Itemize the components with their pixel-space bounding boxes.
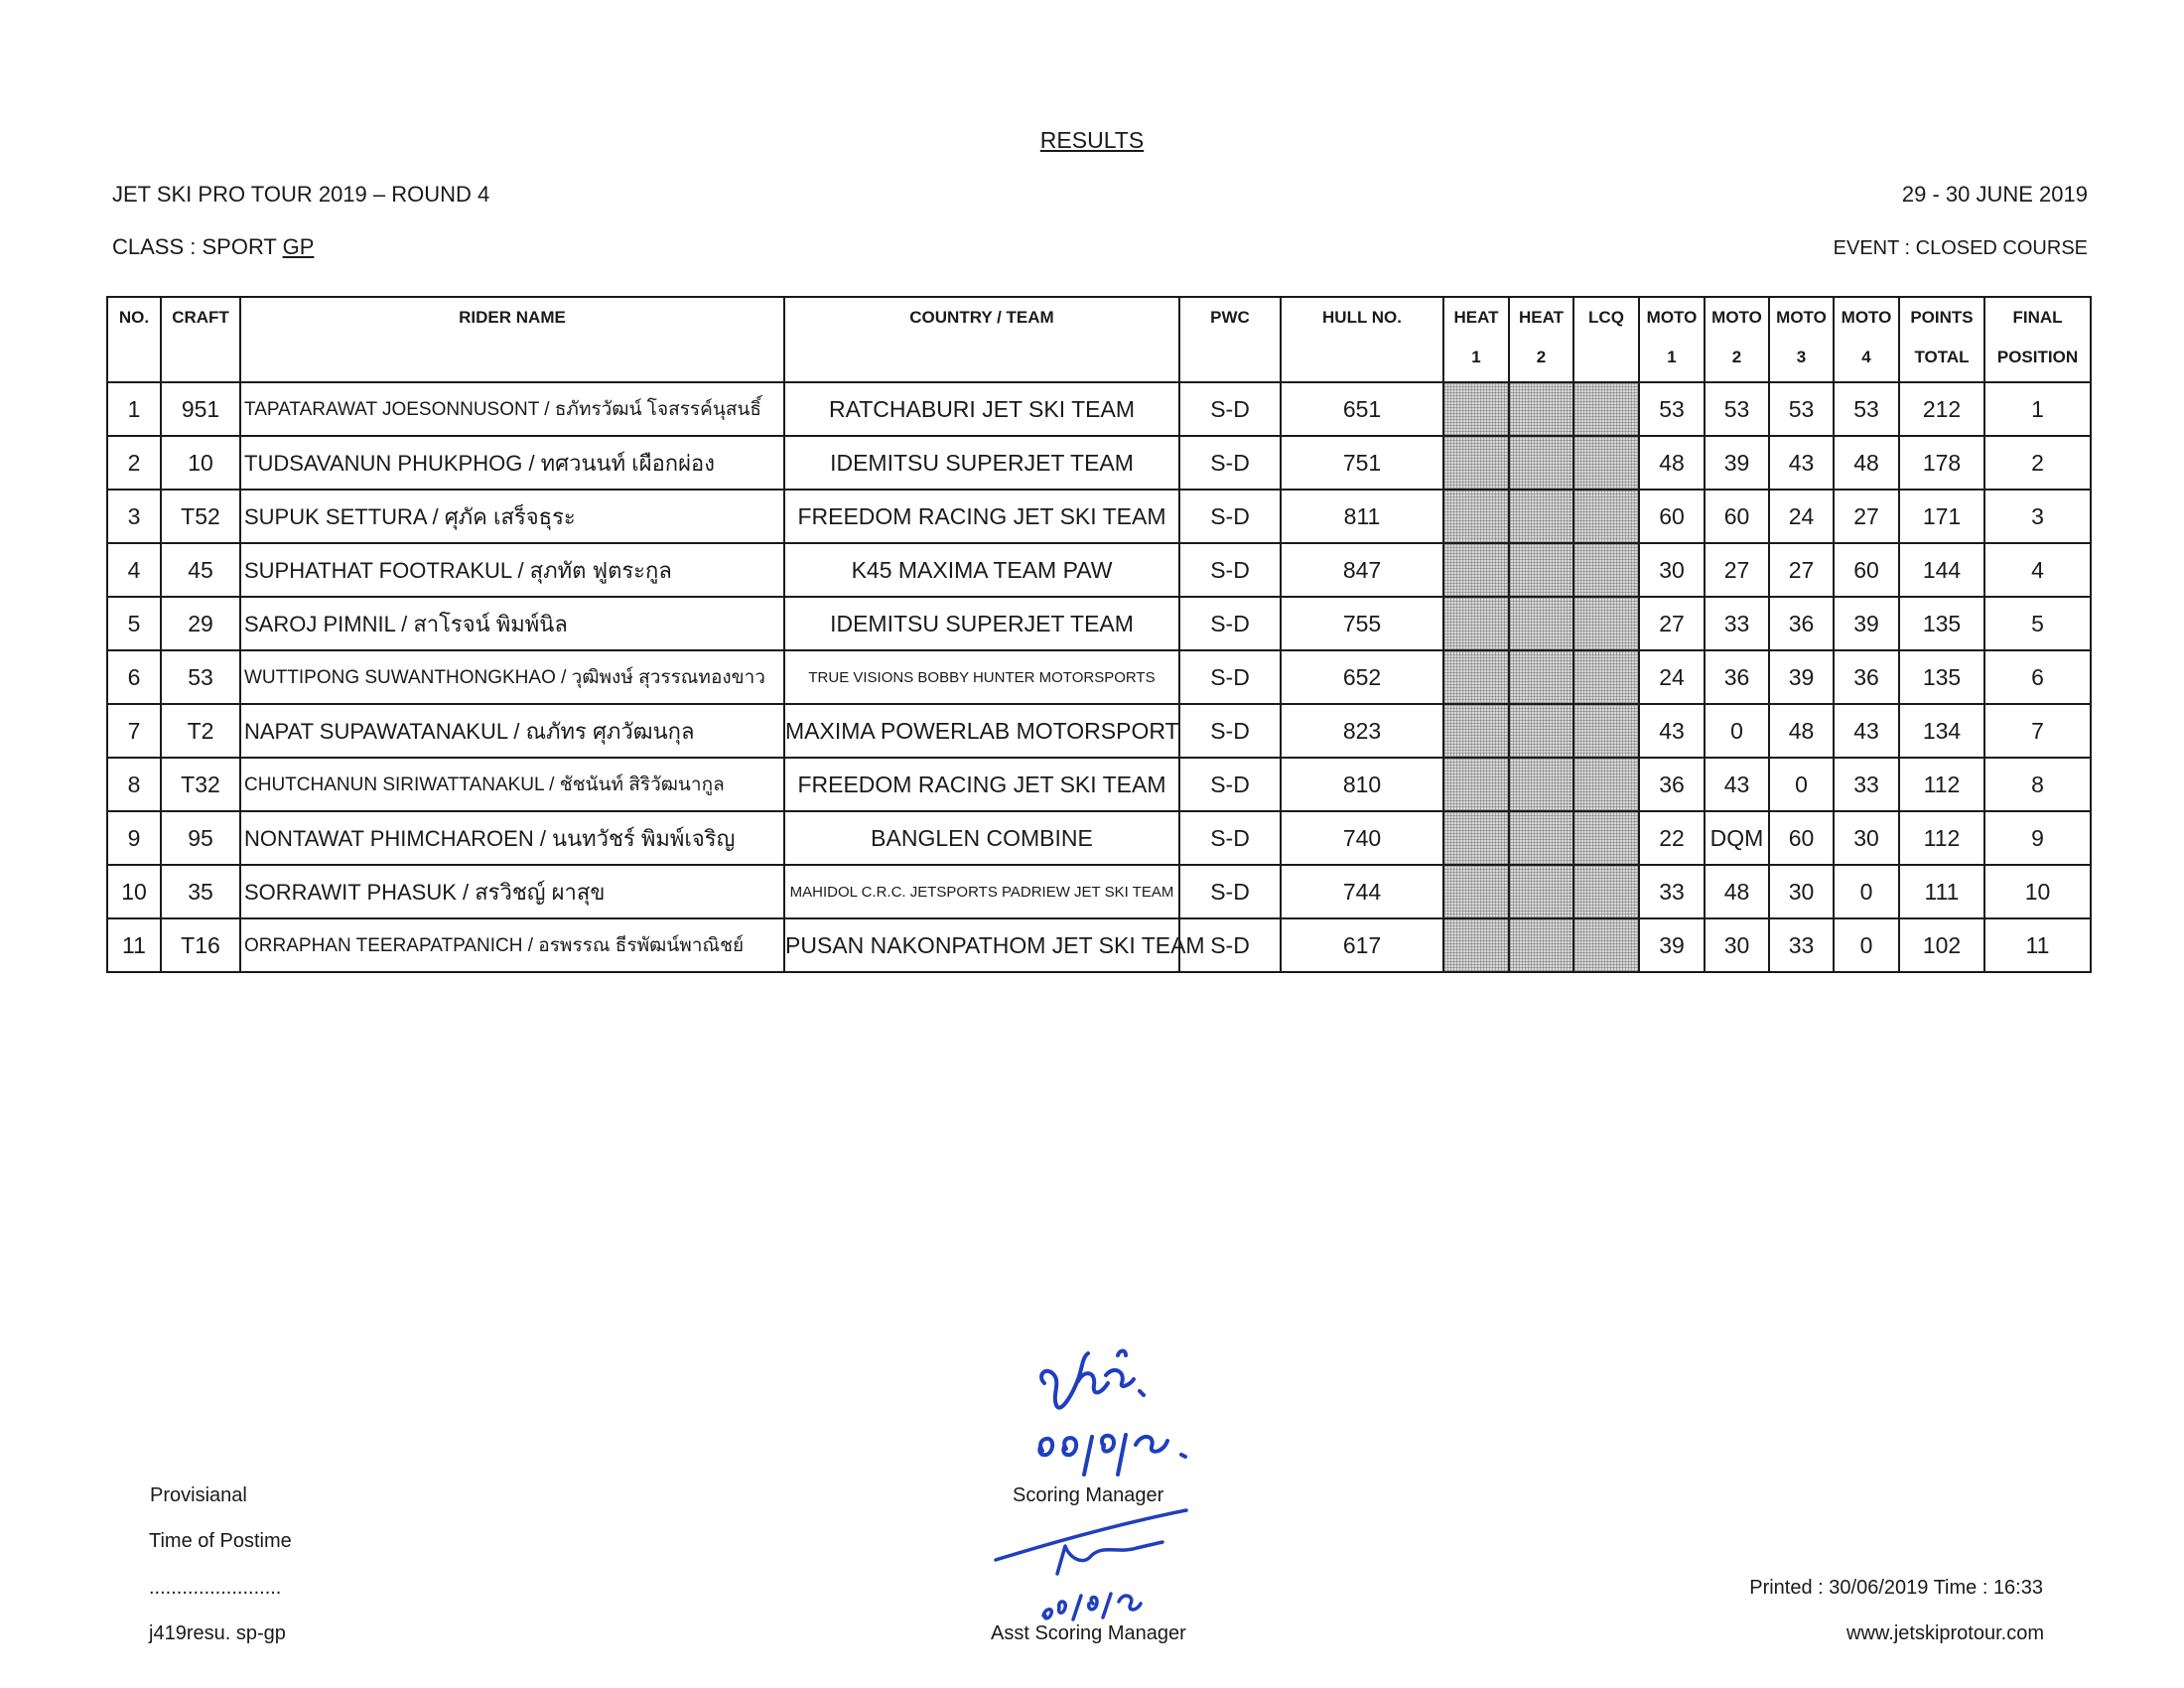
class-name: GP — [282, 234, 315, 259]
cell-moto-2: 43 — [1705, 758, 1769, 811]
cell-craft: 35 — [161, 865, 240, 918]
cell-country-team: MAXIMA POWERLAB MOTORSPORT — [784, 704, 1179, 758]
cell-moto-3: 0 — [1769, 758, 1834, 811]
cell-hull-no: 651 — [1281, 382, 1443, 436]
cell-country-team: RATCHABURI JET SKI TEAM — [784, 382, 1179, 436]
cell-points-total: 178 — [1899, 436, 1984, 490]
cell-lcq — [1573, 865, 1639, 918]
cell-heat-1 — [1443, 490, 1509, 543]
cell-moto-4: 27 — [1834, 490, 1899, 543]
cell-moto-2: DQM — [1705, 811, 1769, 865]
column-header-line-2: 4 — [1861, 348, 1871, 366]
cell-no: 11 — [107, 918, 161, 972]
column-header-line-1: CRAFT — [172, 308, 229, 327]
cell-moto-3: 27 — [1769, 543, 1834, 597]
cell-hull-no: 740 — [1281, 811, 1443, 865]
cell-moto-3: 30 — [1769, 865, 1834, 918]
column-header-final-position — [1984, 297, 2091, 382]
cell-moto-4: 39 — [1834, 597, 1899, 650]
cell-moto-2: 60 — [1705, 490, 1769, 543]
column-header-moto-2 — [1705, 297, 1769, 382]
cell-moto-4: 33 — [1834, 758, 1899, 811]
table-row — [107, 490, 2091, 543]
cell-craft: T2 — [161, 704, 240, 758]
cell-lcq — [1573, 650, 1639, 704]
column-header-heat-1 — [1443, 297, 1509, 382]
cell-heat-1 — [1443, 597, 1509, 650]
column-header-line-2: 3 — [1796, 348, 1807, 366]
column-header-lcq — [1573, 297, 1639, 382]
cell-final-position: 7 — [1984, 704, 2091, 758]
page-title: RESULTS — [1039, 127, 1145, 153]
column-header-line-1: POINTS — [1910, 308, 1974, 327]
column-header-line-1: MOTO — [1841, 308, 1892, 327]
cell-moto-4: 30 — [1834, 811, 1899, 865]
cell-rider-name: NAPAT SUPAWATANAKUL / ณภัทร ศุภวัฒนกุล — [240, 704, 784, 758]
cell-moto-4: 0 — [1834, 865, 1899, 918]
cell-lcq — [1573, 811, 1639, 865]
cell-moto-1: 53 — [1639, 382, 1705, 436]
cell-hull-no: 617 — [1281, 918, 1443, 972]
class-prefix: CLASS : SPORT — [112, 234, 283, 259]
scoring-manager-label: Scoring Manager — [1013, 1484, 1164, 1506]
cell-heat-1 — [1443, 918, 1509, 972]
website-url: www.jetskiprotour.com — [1846, 1622, 2044, 1644]
cell-moto-2: 33 — [1705, 597, 1769, 650]
postime-dots: ........................ — [149, 1577, 282, 1599]
cell-no: 5 — [107, 597, 161, 650]
cell-heat-2 — [1509, 918, 1573, 972]
cell-lcq — [1573, 704, 1639, 758]
cell-heat-2 — [1509, 704, 1573, 758]
cell-hull-no: 744 — [1281, 865, 1443, 918]
table-row — [107, 758, 2091, 811]
cell-rider-name: SAROJ PIMNIL / สาโรจน์ พิมพ์นิล — [240, 597, 784, 650]
cell-moto-2: 0 — [1705, 704, 1769, 758]
cell-pwc: S-D — [1179, 436, 1281, 490]
column-header-line-2: 1 — [1667, 348, 1677, 366]
column-header-craft — [161, 297, 240, 382]
cell-craft: T16 — [161, 918, 240, 972]
cell-pwc: S-D — [1179, 650, 1281, 704]
cell-craft: T32 — [161, 758, 240, 811]
cell-final-position: 4 — [1984, 543, 2091, 597]
cell-moto-4: 48 — [1834, 436, 1899, 490]
cell-hull-no: 652 — [1281, 650, 1443, 704]
cell-moto-1: 39 — [1639, 918, 1705, 972]
cell-heat-2 — [1509, 650, 1573, 704]
cell-country-team: IDEMITSU SUPERJET TEAM — [784, 597, 1179, 650]
cell-lcq — [1573, 382, 1639, 436]
column-header-line-1: MOTO — [1776, 308, 1827, 327]
table-row — [107, 597, 2091, 650]
event-name: JET SKI PRO TOUR 2019 – ROUND 4 — [112, 182, 490, 207]
cell-rider-name: TUDSAVANUN PHUKPHOG / ทศวนนท์ เผือกผ่อง — [240, 436, 784, 490]
column-header-line-1: FINAL — [2012, 308, 2063, 327]
cell-no: 6 — [107, 650, 161, 704]
cell-moto-3: 39 — [1769, 650, 1834, 704]
column-header-moto-4 — [1834, 297, 1899, 382]
table-row — [107, 436, 2091, 490]
cell-no: 2 — [107, 436, 161, 490]
cell-heat-1 — [1443, 704, 1509, 758]
asst-scoring-manager-signature — [988, 1504, 1216, 1628]
column-header-pwc — [1179, 297, 1281, 382]
cell-craft: 10 — [161, 436, 240, 490]
cell-lcq — [1573, 490, 1639, 543]
time-of-postime-label: Time of Postime — [149, 1530, 292, 1552]
cell-heat-2 — [1509, 597, 1573, 650]
cell-hull-no: 811 — [1281, 490, 1443, 543]
cell-moto-1: 48 — [1639, 436, 1705, 490]
printed-timestamp: Printed : 30/06/2019 Time : 16:33 — [1749, 1577, 2043, 1599]
cell-points-total: 112 — [1899, 758, 1984, 811]
cell-final-position: 5 — [1984, 597, 2091, 650]
column-header-line-2: TOTAL — [1914, 348, 1970, 366]
column-header-rider-name — [240, 297, 784, 382]
cell-points-total: 112 — [1899, 811, 1984, 865]
cell-heat-2 — [1509, 436, 1573, 490]
cell-moto-3: 48 — [1769, 704, 1834, 758]
cell-no: 9 — [107, 811, 161, 865]
table-row — [107, 650, 2091, 704]
scoring-manager-signature — [1023, 1336, 1221, 1535]
cell-final-position: 8 — [1984, 758, 2091, 811]
cell-points-total: 212 — [1899, 382, 1984, 436]
cell-country-team: PUSAN NAKONPATHOM JET SKI TEAM — [784, 918, 1179, 972]
cell-lcq — [1573, 758, 1639, 811]
cell-no: 4 — [107, 543, 161, 597]
cell-country-team: MAHIDOL C.R.C. JETSPORTS PADRIEW JET SKI TEAM — [784, 865, 1179, 918]
cell-moto-3: 33 — [1769, 918, 1834, 972]
cell-craft: 95 — [161, 811, 240, 865]
cell-pwc: S-D — [1179, 382, 1281, 436]
cell-points-total: 134 — [1899, 704, 1984, 758]
cell-rider-name: SUPUK SETTURA / ศุภัค เสร็จธุระ — [240, 490, 784, 543]
column-header-line-2: POSITION — [1996, 348, 2079, 366]
cell-pwc: S-D — [1179, 543, 1281, 597]
column-header-line-1: COUNTRY / TEAM — [909, 308, 1054, 327]
table-row — [107, 382, 2091, 436]
cell-final-position: 11 — [1984, 918, 2091, 972]
cell-final-position: 10 — [1984, 865, 2091, 918]
column-header-line-1: MOTO — [1711, 308, 1762, 327]
cell-country-team: K45 MAXIMA TEAM PAW — [784, 543, 1179, 597]
cell-moto-2: 53 — [1705, 382, 1769, 436]
cell-no: 3 — [107, 490, 161, 543]
cell-points-total: 171 — [1899, 490, 1984, 543]
column-header-line-1: RIDER NAME — [459, 308, 566, 327]
cell-moto-3: 43 — [1769, 436, 1834, 490]
cell-final-position: 9 — [1984, 811, 2091, 865]
cell-rider-name: SUPHATHAT FOOTRAKUL / สุภทัต ฟูตระกูล — [240, 543, 784, 597]
cell-rider-name: NONTAWAT PHIMCHAROEN / นนทวัชร์ พิมพ์เจริญ — [240, 811, 784, 865]
cell-pwc: S-D — [1179, 758, 1281, 811]
asst-scoring-manager-label: Asst Scoring Manager — [991, 1622, 1186, 1644]
cell-heat-1 — [1443, 865, 1509, 918]
cell-moto-4: 43 — [1834, 704, 1899, 758]
cell-heat-1 — [1443, 436, 1509, 490]
cell-points-total: 144 — [1899, 543, 1984, 597]
cell-craft: 29 — [161, 597, 240, 650]
cell-final-position: 3 — [1984, 490, 2091, 543]
table-row — [107, 865, 2091, 918]
cell-heat-2 — [1509, 382, 1573, 436]
cell-points-total: 111 — [1899, 865, 1984, 918]
table-row — [107, 811, 2091, 865]
cell-hull-no: 755 — [1281, 597, 1443, 650]
cell-no: 10 — [107, 865, 161, 918]
cell-craft: 951 — [161, 382, 240, 436]
cell-pwc: S-D — [1179, 490, 1281, 543]
table-row — [107, 543, 2091, 597]
cell-moto-1: 27 — [1639, 597, 1705, 650]
cell-rider-name: TAPATARAWAT JOESONNUSONT / ธภัทรวัฒน์ โจสรรค์นุสนธิ์ — [240, 382, 784, 436]
cell-pwc: S-D — [1179, 865, 1281, 918]
column-header-line-1: HEAT — [1453, 308, 1499, 327]
cell-moto-3: 60 — [1769, 811, 1834, 865]
column-header-hull-no — [1281, 297, 1443, 382]
cell-no: 7 — [107, 704, 161, 758]
column-header-line-1: NO. — [118, 308, 150, 327]
cell-country-team: BANGLEN COMBINE — [784, 811, 1179, 865]
cell-moto-1: 36 — [1639, 758, 1705, 811]
cell-moto-3: 24 — [1769, 490, 1834, 543]
cell-heat-2 — [1509, 865, 1573, 918]
cell-moto-2: 30 — [1705, 918, 1769, 972]
cell-moto-1: 30 — [1639, 543, 1705, 597]
cell-moto-4: 0 — [1834, 918, 1899, 972]
cell-heat-2 — [1509, 543, 1573, 597]
cell-country-team: TRUE VISIONS BOBBY HUNTER MOTORSPORTS — [784, 650, 1179, 704]
provisional-label: Provisianal — [150, 1484, 247, 1506]
column-header-heat-2 — [1509, 297, 1573, 382]
cell-no: 8 — [107, 758, 161, 811]
cell-lcq — [1573, 543, 1639, 597]
cell-heat-1 — [1443, 382, 1509, 436]
cell-lcq — [1573, 918, 1639, 972]
column-header-line-1: MOTO — [1646, 308, 1698, 327]
cell-final-position: 6 — [1984, 650, 2091, 704]
cell-country-team: IDEMITSU SUPERJET TEAM — [784, 436, 1179, 490]
cell-rider-name: ORRAPHAN TEERAPATPANICH / อรพรรณ ธีรพัฒน์พาณิชย์ — [240, 918, 784, 972]
cell-lcq — [1573, 597, 1639, 650]
cell-pwc: S-D — [1179, 597, 1281, 650]
cell-pwc: S-D — [1179, 704, 1281, 758]
cell-rider-name: SORRAWIT PHASUK / สรวิชญ์ ผาสุข — [240, 865, 784, 918]
cell-rider-name: WUTTIPONG SUWANTHONGKHAO / วุฒิพงษ์ สุวรรณทองขาว — [240, 650, 784, 704]
results-table — [106, 296, 2092, 973]
cell-pwc: S-D — [1179, 811, 1281, 865]
column-header-moto-1 — [1639, 297, 1705, 382]
signature-1-date: 30/6/62. — [1036, 1534, 1040, 1535]
cell-hull-no: 847 — [1281, 543, 1443, 597]
column-header-line-1: HEAT — [1518, 308, 1564, 327]
column-header-no — [107, 297, 161, 382]
class-label — [112, 234, 314, 260]
cell-moto-3: 53 — [1769, 382, 1834, 436]
column-header-line-2: 1 — [1471, 348, 1481, 366]
column-header-line-1: PWC — [1210, 308, 1250, 327]
cell-points-total: 102 — [1899, 918, 1984, 972]
cell-heat-1 — [1443, 543, 1509, 597]
table-row — [107, 918, 2091, 972]
event-type: EVENT : CLOSED COURSE — [1833, 237, 2088, 259]
cell-no: 1 — [107, 382, 161, 436]
column-header-line-1: HULL NO. — [1322, 308, 1402, 327]
cell-final-position: 1 — [1984, 382, 2091, 436]
cell-points-total: 135 — [1899, 597, 1984, 650]
cell-heat-1 — [1443, 758, 1509, 811]
column-header-line-2: 2 — [1731, 348, 1742, 366]
cell-moto-3: 36 — [1769, 597, 1834, 650]
cell-heat-2 — [1509, 758, 1573, 811]
cell-craft: T52 — [161, 490, 240, 543]
cell-moto-1: 60 — [1639, 490, 1705, 543]
cell-hull-no: 751 — [1281, 436, 1443, 490]
column-header-country-team — [784, 297, 1179, 382]
cell-moto-1: 24 — [1639, 650, 1705, 704]
cell-heat-2 — [1509, 490, 1573, 543]
cell-moto-1: 43 — [1639, 704, 1705, 758]
cell-heat-1 — [1443, 811, 1509, 865]
column-header-line-1: LCQ — [1588, 308, 1624, 327]
cell-moto-4: 36 — [1834, 650, 1899, 704]
cell-points-total: 135 — [1899, 650, 1984, 704]
table-row — [107, 704, 2091, 758]
cell-pwc: S-D — [1179, 918, 1281, 972]
table-header-row — [107, 297, 2091, 382]
cell-moto-2: 39 — [1705, 436, 1769, 490]
cell-moto-1: 33 — [1639, 865, 1705, 918]
cell-craft: 45 — [161, 543, 240, 597]
cell-moto-2: 36 — [1705, 650, 1769, 704]
cell-final-position: 2 — [1984, 436, 2091, 490]
cell-country-team: FREEDOM RACING JET SKI TEAM — [784, 490, 1179, 543]
cell-moto-2: 48 — [1705, 865, 1769, 918]
cell-hull-no: 823 — [1281, 704, 1443, 758]
cell-rider-name: CHUTCHANUN SIRIWATTANAKUL / ชัชนันท์ สิริวัฒนากูล — [240, 758, 784, 811]
cell-moto-4: 60 — [1834, 543, 1899, 597]
cell-heat-1 — [1443, 650, 1509, 704]
table-body — [107, 382, 2091, 972]
event-dates: 29 - 30 JUNE 2019 — [1901, 182, 2088, 207]
column-header-points-total — [1899, 297, 1984, 382]
cell-craft: 53 — [161, 650, 240, 704]
column-header-line-2: 2 — [1536, 348, 1547, 366]
file-reference: j419resu. sp-gp — [149, 1622, 286, 1644]
cell-hull-no: 810 — [1281, 758, 1443, 811]
cell-moto-1: 22 — [1639, 811, 1705, 865]
cell-moto-2: 27 — [1705, 543, 1769, 597]
cell-lcq — [1573, 436, 1639, 490]
cell-moto-4: 53 — [1834, 382, 1899, 436]
cell-heat-2 — [1509, 811, 1573, 865]
column-header-moto-3 — [1769, 297, 1834, 382]
cell-country-team: FREEDOM RACING JET SKI TEAM — [784, 758, 1179, 811]
